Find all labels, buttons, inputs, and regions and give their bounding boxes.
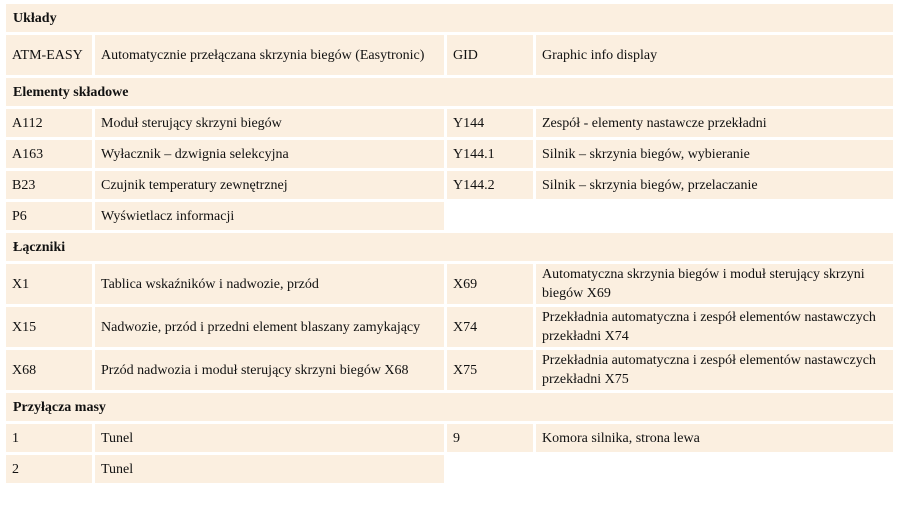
component-code: GID (447, 35, 536, 75)
component-description: Tablica wskaźników i nadwozie, przód (95, 264, 447, 304)
component-code: X74 (447, 307, 536, 347)
component-code: X69 (447, 264, 536, 304)
component-code: Y144.1 (447, 140, 536, 168)
component-description: Tunel (95, 424, 447, 452)
component-description: Przekładnia automatyczna i zespół elementów nastawczych przekładni X74 (536, 307, 893, 347)
section-title: Łączniki (6, 233, 893, 261)
legend-table-body (6, 4, 893, 483)
component-description: Tunel (95, 455, 447, 483)
component-description: Nadwozie, przód i przedni element blaszany zamykający (95, 307, 447, 347)
table-row (6, 424, 893, 452)
component-code: 2 (6, 455, 95, 483)
table-row (6, 264, 893, 304)
section-header-row (6, 233, 893, 261)
component-description: Automatycznie przełączana skrzynia biegów (Easytronic) (95, 35, 447, 75)
component-code: ATM-EASY (6, 35, 95, 75)
component-code: 9 (447, 424, 536, 452)
component-description: Silnik – skrzynia biegów, przelaczanie (536, 171, 893, 199)
component-description (536, 455, 893, 483)
component-code: A112 (6, 109, 95, 137)
table-row (6, 140, 893, 168)
table-row (6, 307, 893, 347)
table-row (6, 35, 893, 75)
component-description (536, 202, 893, 230)
table-row (6, 350, 893, 390)
table-row (6, 109, 893, 137)
component-code: A163 (6, 140, 95, 168)
component-code: Y144.2 (447, 171, 536, 199)
component-description: Moduł sterujący skrzyni biegów (95, 109, 447, 137)
component-description: Przód nadwozia i moduł sterujący skrzyni biegów X68 (95, 350, 447, 390)
section-header-row (6, 4, 893, 32)
component-description: Wyświetlacz informacji (95, 202, 447, 230)
table-row (6, 455, 893, 483)
section-title: Układy (6, 4, 893, 32)
component-description: Przekładnia automatyczna i zespół elementów nastawczych przekładni X75 (536, 350, 893, 390)
component-code: Y144 (447, 109, 536, 137)
component-code (447, 202, 536, 230)
component-code: X68 (6, 350, 95, 390)
component-code: P6 (6, 202, 95, 230)
component-code: B23 (6, 171, 95, 199)
section-header-row (6, 78, 893, 106)
component-code: X1 (6, 264, 95, 304)
table-row (6, 202, 893, 230)
component-description: Automatyczna skrzynia biegów i moduł sterujący skrzyni biegów X69 (536, 264, 893, 304)
table-row (6, 171, 893, 199)
component-description: Graphic info display (536, 35, 893, 75)
component-code (447, 455, 536, 483)
component-description: Komora silnika, strona lewa (536, 424, 893, 452)
section-header-row (6, 393, 893, 421)
component-description: Zespół - elementy nastawcze przekładni (536, 109, 893, 137)
component-code: X15 (6, 307, 95, 347)
component-description: Wyłacznik – dzwignia selekcyjna (95, 140, 447, 168)
component-code: X75 (447, 350, 536, 390)
legend-table (6, 1, 893, 486)
component-code: 1 (6, 424, 95, 452)
component-description: Silnik – skrzynia biegów, wybieranie (536, 140, 893, 168)
section-title: Elementy składowe (6, 78, 893, 106)
section-title: Przyłącza masy (6, 393, 893, 421)
component-description: Czujnik temperatury zewnętrznej (95, 171, 447, 199)
